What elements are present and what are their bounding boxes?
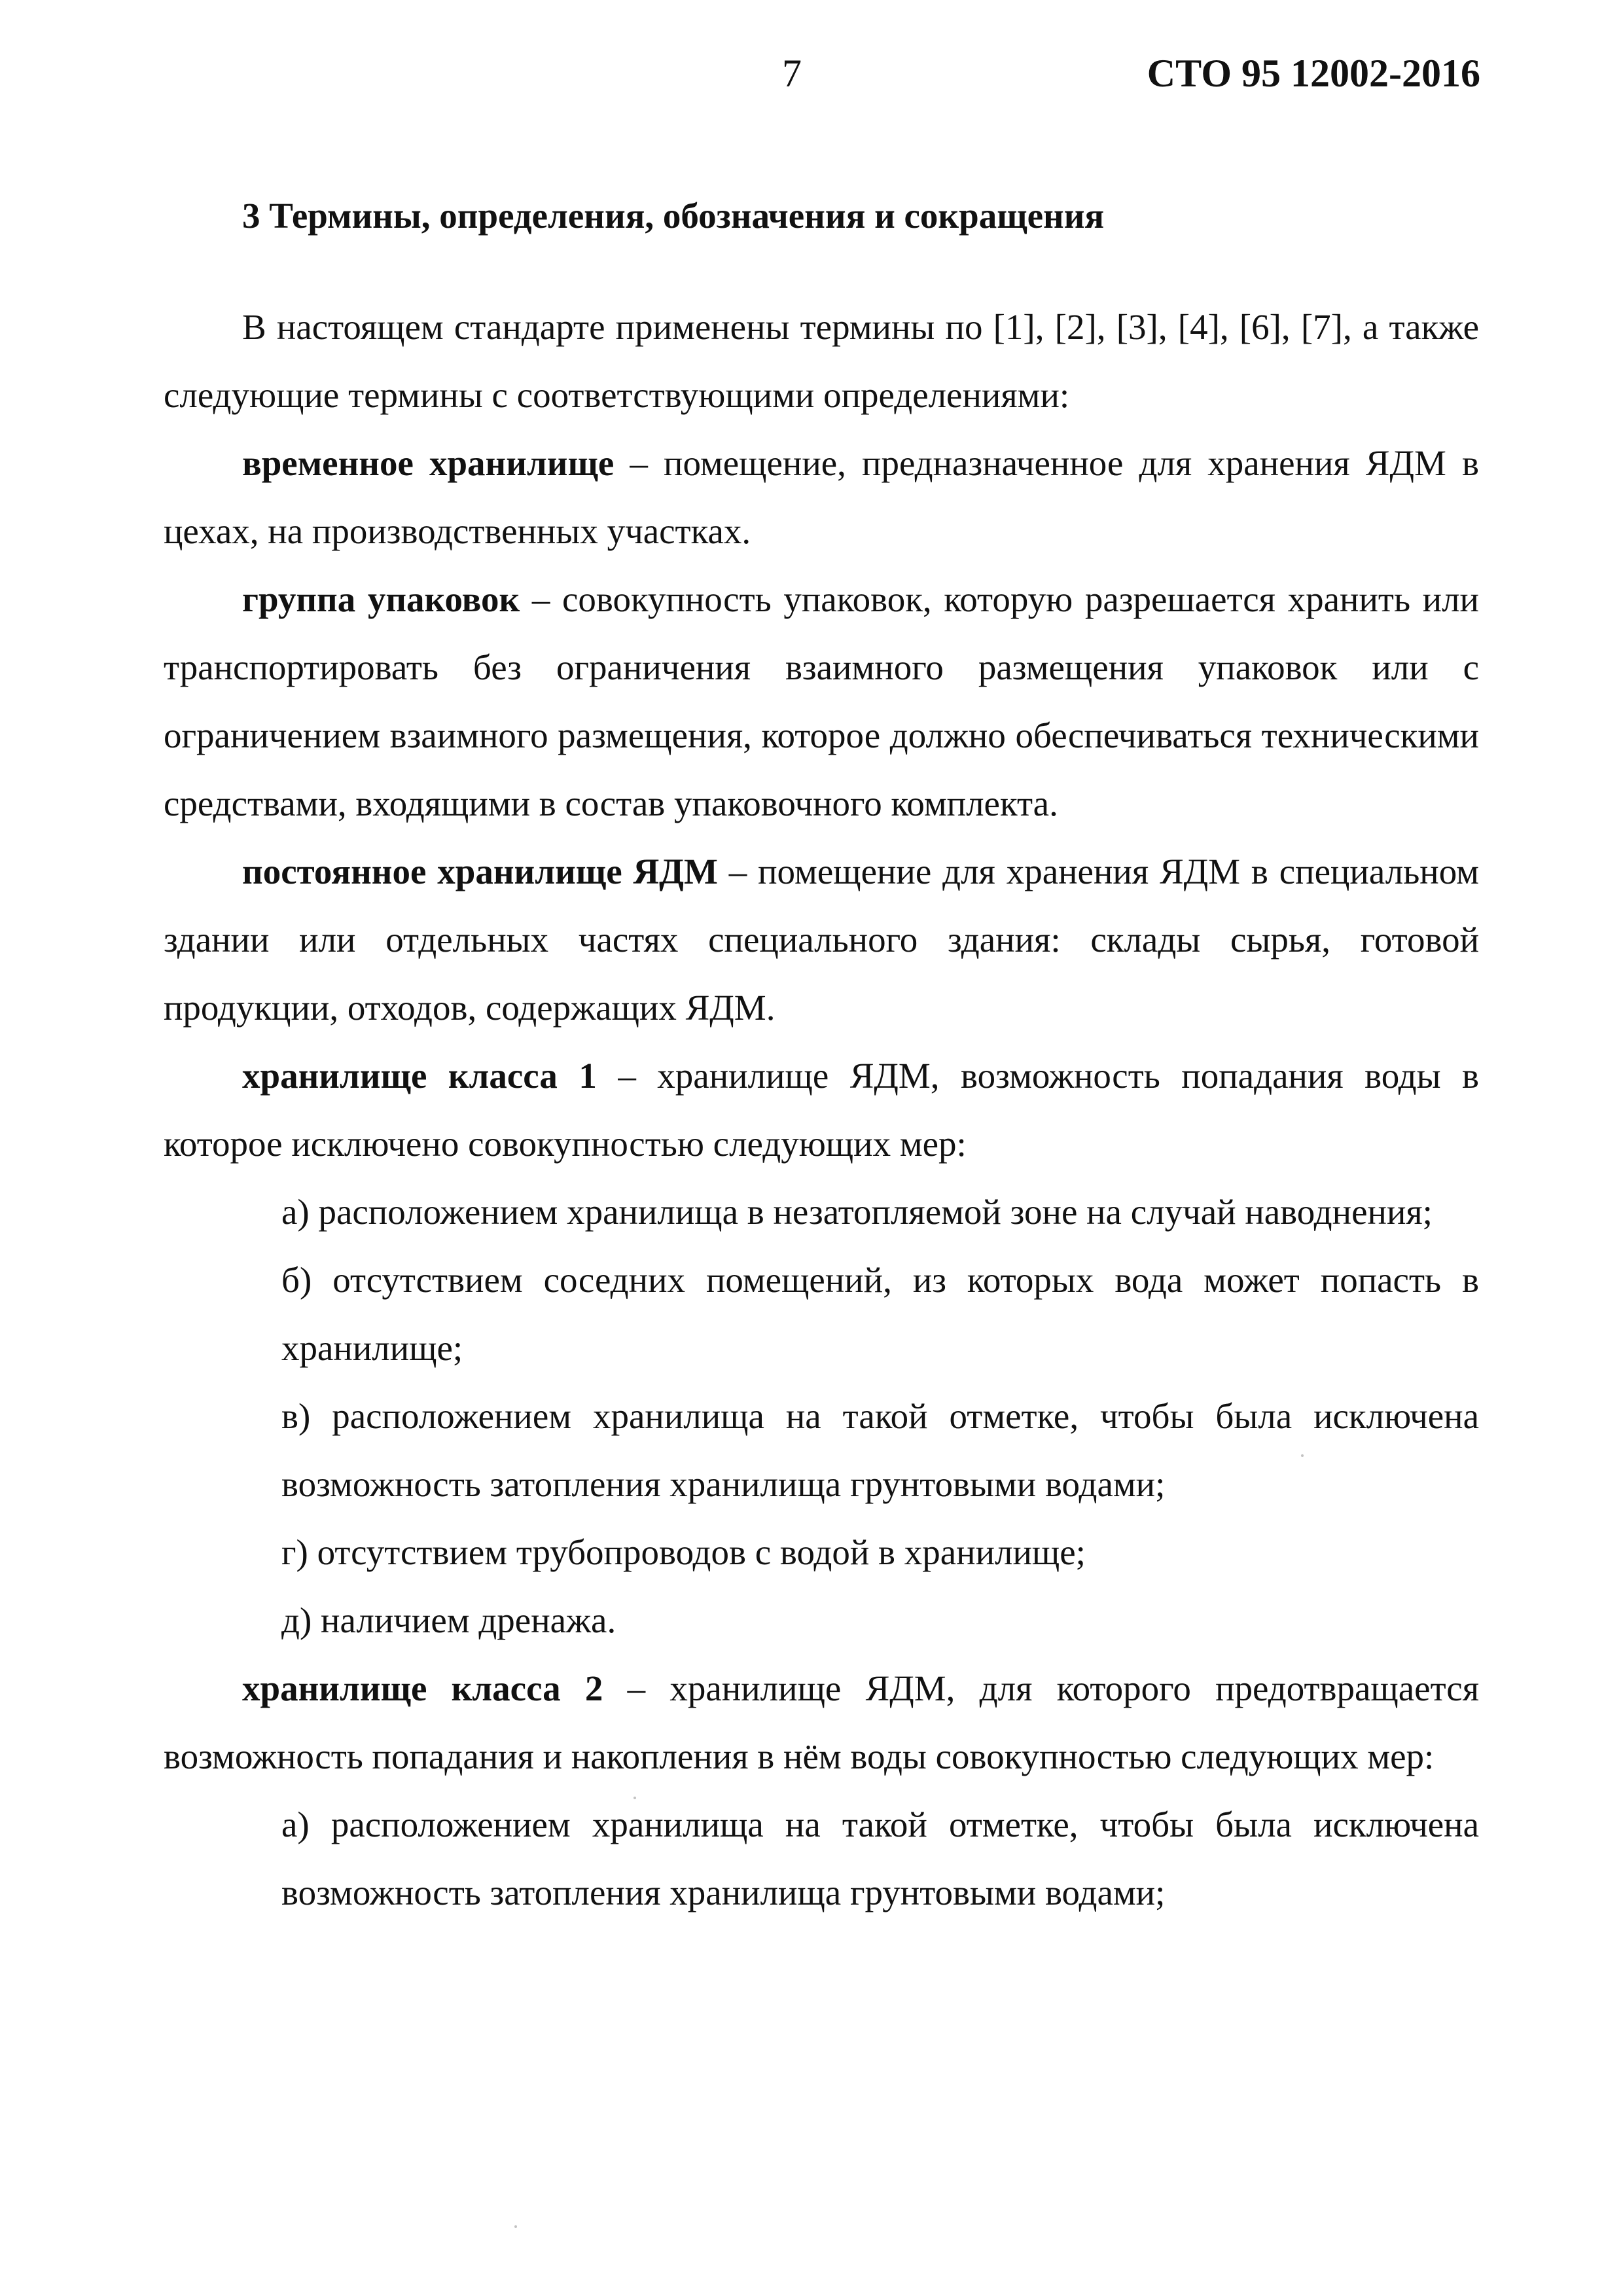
document-code: СТО 95 12002-2016 — [1147, 52, 1480, 95]
page-header — [0, 41, 1623, 106]
definition-text: – помещение для хранения ЯДМ в специальном здании или отдельных частях специального здания: склады сырья, готовой продукции, отходов, содержащих ЯДМ. — [164, 852, 1479, 1028]
term: хранилище класса 2 — [242, 1668, 603, 1708]
term: постоянное хранилище ЯДМ — [242, 852, 718, 891]
definition-permanent-storage — [164, 838, 1479, 1042]
document-body — [164, 182, 1479, 1927]
list-item: б) отсутствием соседних помещений, из которых вода может попасть в хранилище; — [281, 1260, 1479, 1368]
list-item: а) расположением хранилища на такой отметке, чтобы была исключена возможность затопления хранилища грунтовыми водами; — [281, 1804, 1479, 1912]
page-number: 7 — [782, 52, 802, 95]
definition-temporary-storage — [164, 429, 1479, 565]
term: хранилище класса 1 — [242, 1056, 597, 1096]
term: группа упаковок — [242, 579, 520, 619]
section-title: 3 Термины, определения, обозначения и сокращения — [242, 196, 1105, 236]
definition-text: – хранилище ЯДМ, для которого предотвращается возможность попадания и накопления в нём воды совокупностью следующих мер: — [164, 1668, 1479, 1776]
list-item: г) отсутствием трубопроводов с водой в хранилище; — [281, 1532, 1086, 1572]
scan-speck — [633, 1797, 636, 1799]
definition-package-group — [164, 565, 1479, 838]
definition-storage-class-1 — [164, 1042, 1479, 1178]
definition-text: – хранилище ЯДМ, возможность попадания воды в которое исключено совокупностью следующих мер: — [164, 1056, 1480, 1164]
intro-paragraph: В настоящем стандарте применены термины по [1], [2], [3], [4], [6], [7], а также следующие термины с соответствующими определениями: — [164, 307, 1479, 415]
list-item: в) расположением хранилища на такой отметке, чтобы была исключена возможность затопления хранилища грунтовыми водами; — [281, 1396, 1479, 1504]
scan-speck — [514, 2225, 517, 2228]
scan-speck — [1301, 1454, 1304, 1457]
term: временное хранилище — [242, 443, 615, 483]
definition-storage-class-2 — [164, 1655, 1479, 1791]
list-item: а) расположением хранилища в незатопляемой зоне на случай наводнения; — [281, 1192, 1433, 1232]
list-item: д) наличием дренажа. — [281, 1600, 616, 1640]
definition-text: – совокупность упаковок, которую разрешается хранить или транспортировать без ограничения взаимного размещения упаковок или с ограничением взаимного размещения, которое должно обеспечиваться техническими средствами, входящими в состав упаковочного комплекта. — [164, 579, 1479, 823]
definition-text: – помещение, предназначенное для хранения ЯДМ в цехах, на производственных участках. — [164, 443, 1479, 551]
